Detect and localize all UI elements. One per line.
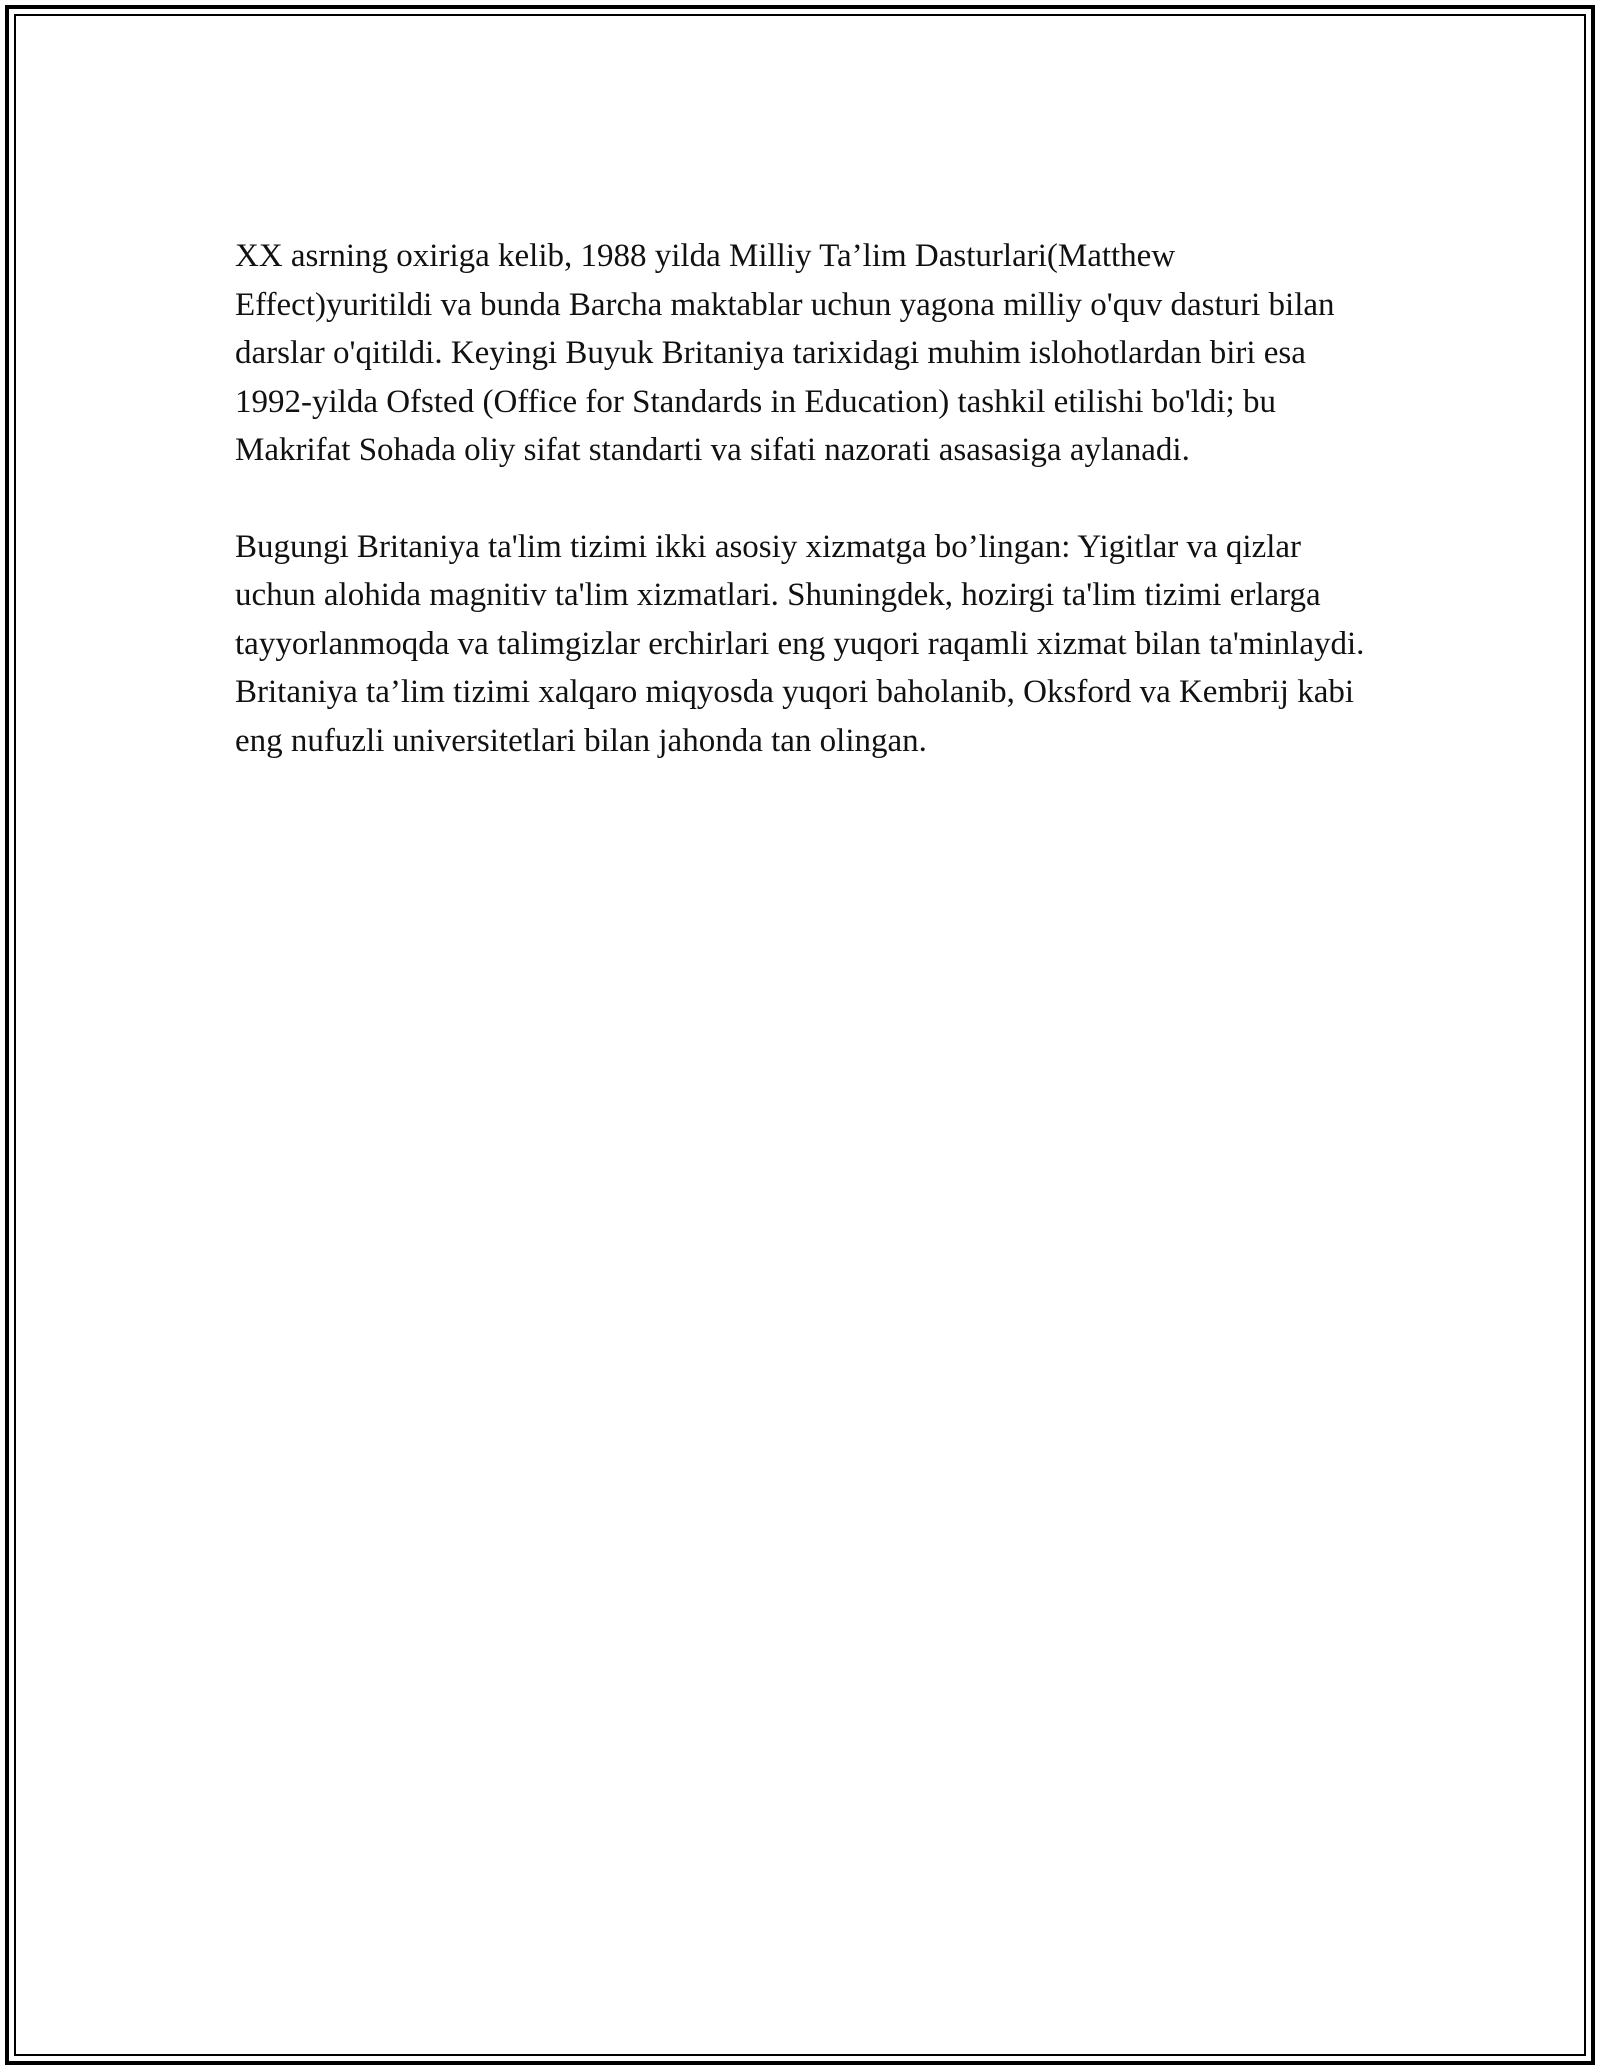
paragraph-current-system: Bugungi Britaniya ta'lim tizimi ikki asosiy xizmatga bo’lingan: Yigitlar va qizlar uchun alohida magnitiv ta'lim xizmatlari. Shuningdek, hozirgi ta'lim tizimi erlarga tayyorlanmoqda va talimgizlar erchirlari eng yuqori raqamli xizmat bilan ta'minlaydi. Britaniya ta’lim tizimi xalqaro miqyosda yuqori baholanib, Oksford va Kembrij kabi eng nufuzli universitetlari bilan jahonda tan olingan. [235, 528, 1365, 759]
paragraph-history: XX asrning oxiriga kelib, 1988 yilda Milliy Ta’lim Dasturlari(Matthew Effect)yuritildi va bunda Barcha maktablar uchun yagona milliy o'quv dasturi bilan darslar o'qitildi. Keyingi Buyuk Britaniya tarixidagi muhim islohotlardan biri esa 1992-yilda Ofsted (Office for Standards in Education) tashkil etilishi bo'ldi; bu Makrifat Sohada oliy sifat standarti va sifati nazorati asasasiga aylanadi. [235, 238, 1335, 468]
document-body [235, 232, 1365, 765]
